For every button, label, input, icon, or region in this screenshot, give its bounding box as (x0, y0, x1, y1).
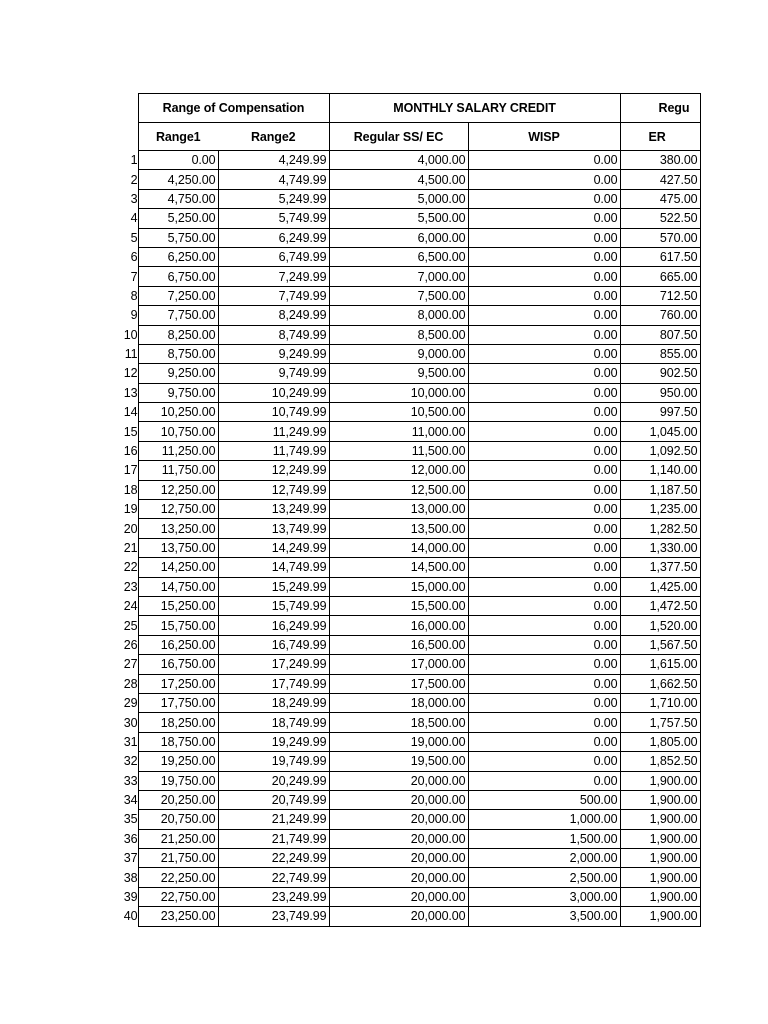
wisp-cell: 2,000.00 (468, 849, 620, 868)
row-number: 25 (123, 618, 138, 633)
range2-cell: 4,249.99 (218, 151, 329, 170)
table-row (0, 500, 700, 519)
row-number: 34 (123, 793, 138, 808)
table-row (0, 344, 700, 363)
er-cell: 1,900.00 (620, 810, 700, 829)
table-row (0, 267, 700, 286)
row-number: 7 (130, 269, 138, 284)
wisp-cell: 0.00 (468, 422, 620, 441)
range2-cell: 22,749.99 (218, 868, 329, 887)
range1-cell: 7,750.00 (138, 306, 218, 325)
er-cell: 617.50 (620, 247, 700, 266)
range1-cell: 9,250.00 (138, 364, 218, 383)
row-number: 2 (130, 172, 138, 187)
index-header-blank-2 (0, 123, 138, 151)
table-row (0, 189, 700, 208)
range1-cell: 16,250.00 (138, 635, 218, 654)
range2-cell: 19,749.99 (218, 752, 329, 771)
regular-ss-ec-cell: 8,500.00 (329, 325, 468, 344)
table-body (0, 151, 700, 927)
er-cell: 475.00 (620, 189, 700, 208)
table-row (0, 228, 700, 247)
range2-cell: 21,249.99 (218, 810, 329, 829)
regular-ss-ec-cell: 4,000.00 (329, 151, 468, 170)
regular-ss-ec-cell: 20,000.00 (329, 771, 468, 790)
table-row (0, 655, 700, 674)
row-number: 32 (123, 754, 138, 769)
range2-cell: 17,249.99 (218, 655, 329, 674)
wisp-cell: 0.00 (468, 693, 620, 712)
wisp-cell: 3,500.00 (468, 907, 620, 926)
row-number: 12 (123, 366, 138, 381)
range1-cell: 6,750.00 (138, 267, 218, 286)
range1-cell: 22,750.00 (138, 887, 218, 906)
regular-ss-ec-cell: 7,500.00 (329, 286, 468, 305)
range1-cell: 5,250.00 (138, 209, 218, 228)
range2-cell: 7,749.99 (218, 286, 329, 305)
regular-ss-ec-cell: 5,000.00 (329, 189, 468, 208)
header-row-columns (0, 123, 700, 151)
range1-cell: 19,250.00 (138, 752, 218, 771)
wisp-header: WISP (468, 123, 620, 151)
row-number: 24 (123, 599, 138, 614)
row-number: 21 (123, 541, 138, 555)
row-number: 23 (123, 579, 138, 594)
er-cell: 1,900.00 (620, 790, 700, 809)
range1-cell: 5,750.00 (138, 228, 218, 247)
wisp-cell: 0.00 (468, 635, 620, 654)
row-number: 16 (123, 444, 138, 459)
regular-contribution-header: Regu (620, 94, 700, 123)
er-cell: 1,282.50 (620, 519, 700, 538)
table-row (0, 849, 700, 868)
row-number: 8 (130, 288, 138, 303)
regular-ss-ec-cell: 10,500.00 (329, 403, 468, 422)
row-number: 35 (123, 812, 138, 827)
header-row-groups (0, 94, 700, 123)
er-cell: 1,900.00 (620, 829, 700, 848)
range2-cell: 5,749.99 (218, 209, 329, 228)
er-cell: 1,900.00 (620, 907, 700, 926)
range1-cell: 20,250.00 (138, 790, 218, 809)
range2-cell: 23,749.99 (218, 907, 329, 926)
wisp-cell: 0.00 (468, 209, 620, 228)
table-row (0, 732, 700, 751)
table-row (0, 558, 700, 577)
range2-cell: 4,749.99 (218, 170, 329, 189)
er-cell: 1,235.00 (620, 500, 700, 519)
row-number: 1 (130, 153, 138, 168)
table-row (0, 209, 700, 228)
regular-ss-ec-cell: 4,500.00 (329, 170, 468, 189)
regular-ss-ec-cell: 5,500.00 (329, 209, 468, 228)
regular-ss-ec-cell: 14,500.00 (329, 558, 468, 577)
row-number: 33 (123, 773, 138, 788)
regular-ss-ec-cell: 20,000.00 (329, 790, 468, 809)
regular-ss-ec-cell: 6,500.00 (329, 247, 468, 266)
er-cell: 1,377.50 (620, 558, 700, 577)
regular-ss-ec-cell: 16,000.00 (329, 616, 468, 635)
range2-cell: 6,749.99 (218, 247, 329, 266)
er-cell: 665.00 (620, 267, 700, 286)
regular-ss-ec-cell: 20,000.00 (329, 810, 468, 829)
regular-ss-ec-cell: 6,000.00 (329, 228, 468, 247)
range1-cell: 17,750.00 (138, 693, 218, 712)
regular-ss-ec-cell: 11,500.00 (329, 441, 468, 460)
regular-ss-ec-cell: 19,500.00 (329, 752, 468, 771)
range1-cell: 8,750.00 (138, 344, 218, 363)
wisp-cell: 3,000.00 (468, 887, 620, 906)
table-row (0, 422, 700, 441)
wisp-cell: 0.00 (468, 383, 620, 402)
range2-header: Range2 (218, 123, 329, 151)
regular-ss-ec-cell: 13,500.00 (329, 519, 468, 538)
wisp-cell: 0.00 (468, 655, 620, 674)
wisp-cell: 0.00 (468, 616, 620, 635)
row-number: 20 (123, 521, 138, 536)
table-row (0, 829, 700, 848)
regular-ss-ec-cell: 18,000.00 (329, 693, 468, 712)
table-row (0, 519, 700, 538)
range1-cell: 16,750.00 (138, 655, 218, 674)
row-number: 5 (130, 230, 138, 245)
er-cell: 570.00 (620, 228, 700, 247)
range1-cell: 14,250.00 (138, 558, 218, 577)
regular-ss-ec-cell: 14,000.00 (329, 538, 468, 557)
range2-cell: 7,249.99 (218, 267, 329, 286)
regular-ss-ec-cell: 12,500.00 (329, 480, 468, 499)
regular-ss-ec-header: Regular SS/ EC (329, 123, 468, 151)
range2-cell: 8,749.99 (218, 325, 329, 344)
range1-cell: 15,750.00 (138, 616, 218, 635)
table-row (0, 441, 700, 460)
wisp-cell: 0.00 (468, 170, 620, 189)
wisp-cell: 0.00 (468, 713, 620, 732)
range1-cell: 4,250.00 (138, 170, 218, 189)
regular-ss-ec-cell: 20,000.00 (329, 907, 468, 926)
er-cell: 1,472.50 (620, 596, 700, 615)
table-row (0, 693, 700, 712)
regular-ss-ec-cell: 9,500.00 (329, 364, 468, 383)
er-cell: 807.50 (620, 325, 700, 344)
range1-cell: 18,250.00 (138, 713, 218, 732)
row-number: 40 (123, 909, 138, 924)
table-row (0, 286, 700, 305)
er-cell: 1,520.00 (620, 616, 700, 635)
row-number: 3 (130, 191, 138, 206)
wisp-cell: 0.00 (468, 267, 620, 286)
er-cell: 1,425.00 (620, 577, 700, 596)
table-row (0, 577, 700, 596)
wisp-cell: 0.00 (468, 500, 620, 519)
er-header: ER (620, 123, 700, 151)
row-number: 36 (123, 831, 138, 846)
row-number: 19 (123, 502, 138, 517)
range2-cell: 15,749.99 (218, 596, 329, 615)
row-number: 10 (123, 327, 138, 342)
row-number: 4 (130, 211, 138, 226)
range1-cell: 21,750.00 (138, 849, 218, 868)
index-header-blank (0, 94, 138, 123)
er-cell: 1,805.00 (620, 732, 700, 751)
wisp-cell: 0.00 (468, 577, 620, 596)
table-row (0, 616, 700, 635)
wisp-cell: 0.00 (468, 286, 620, 305)
table-row (0, 713, 700, 732)
er-cell: 1,092.50 (620, 441, 700, 460)
er-cell: 902.50 (620, 364, 700, 383)
wisp-cell: 1,000.00 (468, 810, 620, 829)
range1-cell: 11,250.00 (138, 441, 218, 460)
range2-cell: 16,249.99 (218, 616, 329, 635)
range2-cell: 11,249.99 (218, 422, 329, 441)
range1-cell: 10,250.00 (138, 403, 218, 422)
er-cell: 427.50 (620, 170, 700, 189)
er-cell: 1,045.00 (620, 422, 700, 441)
range2-cell: 11,749.99 (218, 441, 329, 460)
row-number: 26 (123, 637, 138, 652)
row-number: 6 (130, 250, 138, 265)
range2-cell: 21,749.99 (218, 829, 329, 848)
range1-cell: 7,250.00 (138, 286, 218, 305)
wisp-cell: 0.00 (468, 306, 620, 325)
range2-cell: 6,249.99 (218, 228, 329, 247)
wisp-cell: 0.00 (468, 519, 620, 538)
row-number: 29 (123, 696, 138, 711)
er-cell: 1,662.50 (620, 674, 700, 693)
table-row (0, 771, 700, 790)
regular-ss-ec-cell: 20,000.00 (329, 868, 468, 887)
row-number: 37 (123, 851, 138, 866)
range2-cell: 18,749.99 (218, 713, 329, 732)
er-cell: 1,615.00 (620, 655, 700, 674)
regular-ss-ec-cell: 20,000.00 (329, 887, 468, 906)
table-row (0, 752, 700, 771)
contribution-table-sheet (0, 93, 698, 925)
wisp-cell: 0.00 (468, 189, 620, 208)
regular-ss-ec-cell: 13,000.00 (329, 500, 468, 519)
range2-cell: 9,249.99 (218, 344, 329, 363)
wisp-cell: 1,500.00 (468, 829, 620, 848)
table-row (0, 887, 700, 906)
er-cell: 1,187.50 (620, 480, 700, 499)
range1-cell: 14,750.00 (138, 577, 218, 596)
table-row (0, 907, 700, 926)
er-cell: 1,900.00 (620, 849, 700, 868)
table-row (0, 247, 700, 266)
er-cell: 760.00 (620, 306, 700, 325)
range1-cell: 9,750.00 (138, 383, 218, 402)
wisp-cell: 0.00 (468, 771, 620, 790)
wisp-cell: 0.00 (468, 558, 620, 577)
row-number: 28 (123, 676, 138, 691)
row-number: 39 (123, 890, 138, 905)
regular-ss-ec-cell: 19,000.00 (329, 732, 468, 751)
regular-ss-ec-cell: 11,000.00 (329, 422, 468, 441)
range1-cell: 22,250.00 (138, 868, 218, 887)
regular-ss-ec-cell: 7,000.00 (329, 267, 468, 286)
regular-ss-ec-cell: 17,500.00 (329, 674, 468, 693)
range2-cell: 16,749.99 (218, 635, 329, 654)
er-cell: 1,710.00 (620, 693, 700, 712)
wisp-cell: 0.00 (468, 344, 620, 363)
regular-ss-ec-cell: 15,000.00 (329, 577, 468, 596)
row-number: 17 (123, 463, 138, 478)
table-row (0, 538, 700, 557)
range2-cell: 22,249.99 (218, 849, 329, 868)
range2-cell: 13,749.99 (218, 519, 329, 538)
table-row (0, 868, 700, 887)
table-row (0, 810, 700, 829)
monthly-salary-credit-header: MONTHLY SALARY CREDIT (329, 94, 620, 123)
range2-cell: 9,749.99 (218, 364, 329, 383)
regular-ss-ec-cell: 18,500.00 (329, 713, 468, 732)
regular-ss-ec-cell: 17,000.00 (329, 655, 468, 674)
range1-cell: 0.00 (138, 151, 218, 170)
range2-cell: 10,249.99 (218, 383, 329, 402)
wisp-cell: 500.00 (468, 790, 620, 809)
range1-cell: 10,750.00 (138, 422, 218, 441)
range1-cell: 19,750.00 (138, 771, 218, 790)
wisp-cell: 0.00 (468, 480, 620, 499)
wisp-cell: 0.00 (468, 364, 620, 383)
range1-cell: 13,750.00 (138, 538, 218, 557)
range-of-compensation-header: Range of Compensation (138, 94, 329, 123)
er-cell: 380.00 (620, 151, 700, 170)
contribution-table (0, 93, 701, 927)
regular-ss-ec-cell: 10,000.00 (329, 383, 468, 402)
range2-cell: 12,749.99 (218, 480, 329, 499)
row-number: 27 (123, 657, 138, 672)
range1-cell: 18,750.00 (138, 732, 218, 751)
range2-cell: 12,249.99 (218, 461, 329, 480)
er-cell: 1,330.00 (620, 538, 700, 557)
wisp-cell: 0.00 (468, 441, 620, 460)
regular-ss-ec-cell: 16,500.00 (329, 635, 468, 654)
regular-ss-ec-cell: 20,000.00 (329, 829, 468, 848)
er-cell: 522.50 (620, 209, 700, 228)
table-row (0, 364, 700, 383)
er-cell: 950.00 (620, 383, 700, 402)
row-number: 30 (123, 715, 138, 730)
range1-cell: 6,250.00 (138, 247, 218, 266)
row-number: 15 (123, 424, 138, 439)
table-row (0, 790, 700, 809)
wisp-cell: 0.00 (468, 325, 620, 344)
row-number: 9 (130, 308, 138, 323)
wisp-cell: 0.00 (468, 674, 620, 693)
regular-ss-ec-cell: 12,000.00 (329, 461, 468, 480)
range2-cell: 13,249.99 (218, 500, 329, 519)
regular-ss-ec-cell: 8,000.00 (329, 306, 468, 325)
range2-cell: 20,249.99 (218, 771, 329, 790)
er-cell: 997.50 (620, 403, 700, 422)
wisp-cell: 0.00 (468, 752, 620, 771)
range2-cell: 5,249.99 (218, 189, 329, 208)
row-number: 38 (123, 870, 138, 885)
er-cell: 1,757.50 (620, 713, 700, 732)
table-row (0, 674, 700, 693)
table-row (0, 306, 700, 325)
range2-cell: 17,749.99 (218, 674, 329, 693)
er-cell: 1,567.50 (620, 635, 700, 654)
range1-cell: 4,750.00 (138, 189, 218, 208)
range1-header: Range1 (138, 123, 218, 151)
wisp-cell: 0.00 (468, 732, 620, 751)
range2-cell: 19,249.99 (218, 732, 329, 751)
range1-cell: 17,250.00 (138, 674, 218, 693)
range1-cell: 12,750.00 (138, 500, 218, 519)
table-row (0, 596, 700, 615)
wisp-cell: 0.00 (468, 538, 620, 557)
row-number: 22 (123, 560, 138, 575)
wisp-cell: 0.00 (468, 151, 620, 170)
er-cell: 855.00 (620, 344, 700, 363)
range2-cell: 14,249.99 (218, 538, 329, 557)
range1-cell: 11,750.00 (138, 461, 218, 480)
row-number: 13 (123, 385, 138, 400)
table-row (0, 635, 700, 654)
wisp-cell: 0.00 (468, 596, 620, 615)
range2-cell: 14,749.99 (218, 558, 329, 577)
range2-cell: 15,249.99 (218, 577, 329, 596)
row-number: 11 (124, 347, 138, 362)
table-row (0, 383, 700, 402)
range1-cell: 12,250.00 (138, 480, 218, 499)
table-row (0, 403, 700, 422)
row-number: 31 (123, 734, 138, 749)
range2-cell: 20,749.99 (218, 790, 329, 809)
regular-ss-ec-cell: 9,000.00 (329, 344, 468, 363)
regular-ss-ec-cell: 20,000.00 (329, 849, 468, 868)
range1-cell: 13,250.00 (138, 519, 218, 538)
table-row (0, 461, 700, 480)
er-cell: 1,900.00 (620, 868, 700, 887)
er-cell: 1,852.50 (620, 752, 700, 771)
range2-cell: 8,249.99 (218, 306, 329, 325)
regular-ss-ec-cell: 15,500.00 (329, 596, 468, 615)
range2-cell: 10,749.99 (218, 403, 329, 422)
wisp-cell: 0.00 (468, 228, 620, 247)
range1-cell: 15,250.00 (138, 596, 218, 615)
range1-cell: 23,250.00 (138, 907, 218, 926)
er-cell: 1,140.00 (620, 461, 700, 480)
wisp-cell: 0.00 (468, 247, 620, 266)
range2-cell: 23,249.99 (218, 887, 329, 906)
range1-cell: 8,250.00 (138, 325, 218, 344)
range1-cell: 21,250.00 (138, 829, 218, 848)
row-number: 18 (123, 482, 138, 497)
table-row (0, 170, 700, 189)
er-cell: 712.50 (620, 286, 700, 305)
row-number: 14 (123, 405, 138, 420)
wisp-cell: 0.00 (468, 403, 620, 422)
table-row (0, 325, 700, 344)
er-cell: 1,900.00 (620, 887, 700, 906)
table-row (0, 480, 700, 499)
er-cell: 1,900.00 (620, 771, 700, 790)
range2-cell: 18,249.99 (218, 693, 329, 712)
range1-cell: 20,750.00 (138, 810, 218, 829)
wisp-cell: 2,500.00 (468, 868, 620, 887)
table-row (0, 151, 700, 170)
wisp-cell: 0.00 (468, 461, 620, 480)
